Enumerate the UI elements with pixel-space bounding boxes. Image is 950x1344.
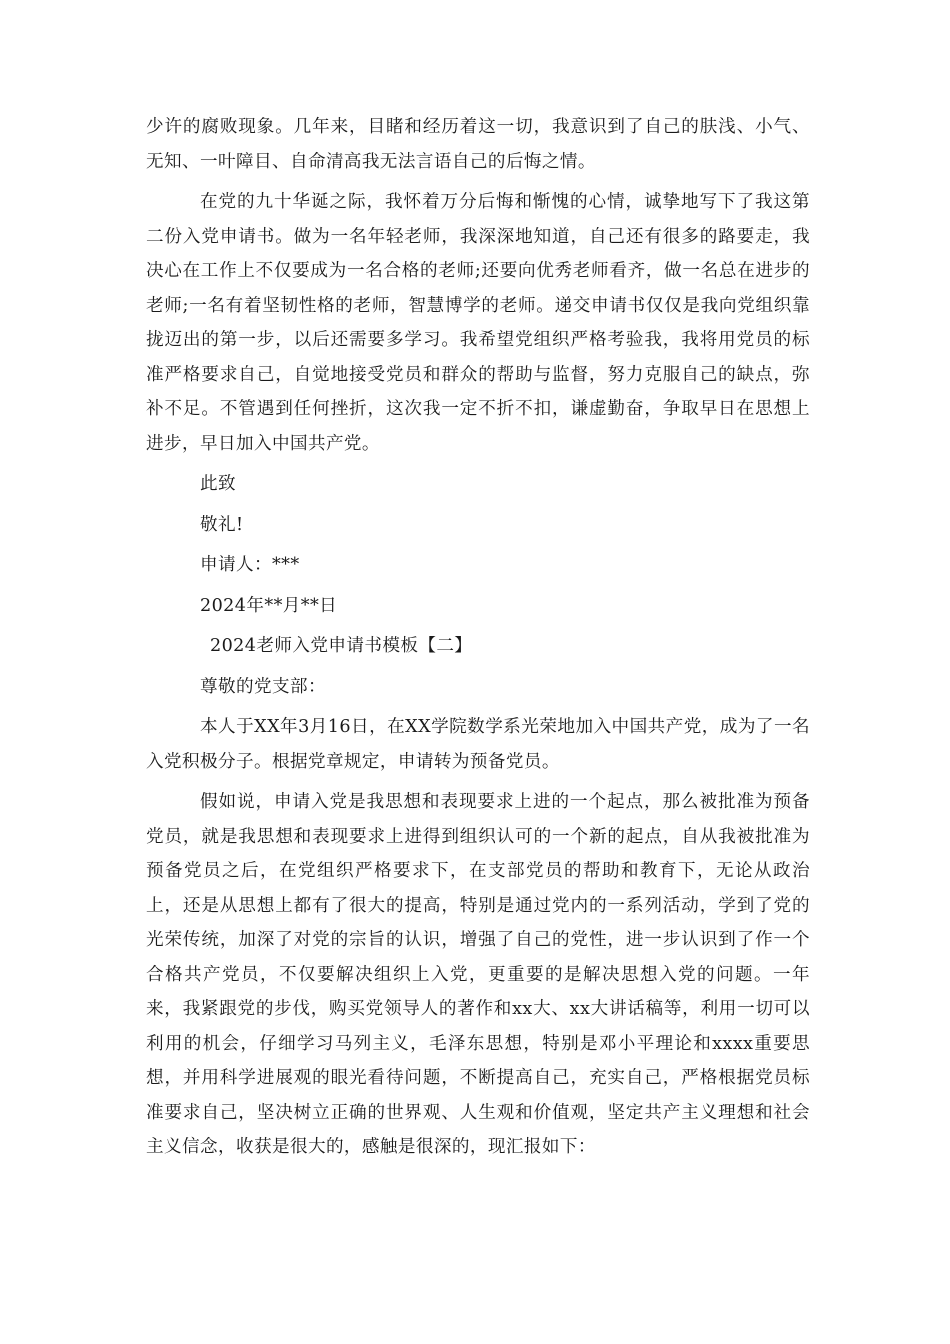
application-date: 2024年**月**日 — [200, 595, 338, 616]
closing-salutation: 此致 — [200, 474, 236, 494]
paragraph-introduction: 本人于XX年3月16日，在XX学院数学系光荣地加入中国共产党，成为了一名入党积极分子。根据党章规定，申请转为预备党员。 — [146, 717, 810, 772]
paragraph-report: 假如说，申请入党是我思想和表现要求上进的一个起点，那么被批准为预备党员，就是我思想和表现要求上进得到组织认可的一个新的起点，自从我被批准为预备党员之后，在党组织严格要求下，在支部党员的帮助和教育下，无论从政治上，还是从思想上都有了很大的提高，特别是通过党内的一系列活动，学到了党的光荣传统，加深了对党的宗旨的认识，增强了自己的党性，进一步认识到了作一个合格共产党员，不仅要解决组织上入党，更重要的是解决思想入党的问题。一年来，我紧跟党的步伐，购买党领导人的著作和xx大、xx大讲话稿等，利用一切可以利用的机会，仔细学习马列主义，毛泽东思想，特别是邓小平理论和xxxx重要思想，并用科学进展观的眼光看待问题，不断提高自己，充实自己，严格根据党员标准要求自己，坚决树立正确的世界观、人生观和价值观，坚定共产主义理想和社会主义信念，收获是很大的，感触是很深的，现汇报如下： — [146, 792, 810, 1157]
document-page — [146, 110, 810, 1171]
greeting: 尊敬的党支部： — [200, 676, 326, 697]
paragraph-continuation: 少许的腐败现象。几年来，目睹和经历着这一切，我意识到了自己的肤浅、小气、无知、一叶障目、自命清高我无法言语自己的后悔之情。 — [146, 117, 810, 172]
paragraph-application-intent: 在党的九十华诞之际，我怀着万分后悔和惭愧的心情，诚挚地写下了我这第二份入党申请书。做为一名年轻老师，我深深地知道，自己还有很多的路要走，我决心在工作上不仅要成为一名合格的老师;还要向优秀老师看齐，做一名总在进步的老师;一名有着坚韧性格的老师，智慧博学的老师。递交申请书仅仅是我向党组织靠拢迈出的第一步，以后还需要多学习。我希望党组织严格考验我，我将用党员的标准严格要求自己，自觉地接受党员和群众的帮助与监督，努力克服自己的缺点，弥补不足。不管遇到任何挫折，这次我一定不折不扣，谦虚勤奋，争取早日在思想上进步，早日加入中国共产党。 — [146, 192, 810, 454]
closing-respect: 敬礼! — [200, 514, 244, 535]
section-title: 2024老师入党申请书模板【二】 — [210, 636, 473, 656]
applicant-signature: 申请人：*** — [200, 555, 300, 575]
